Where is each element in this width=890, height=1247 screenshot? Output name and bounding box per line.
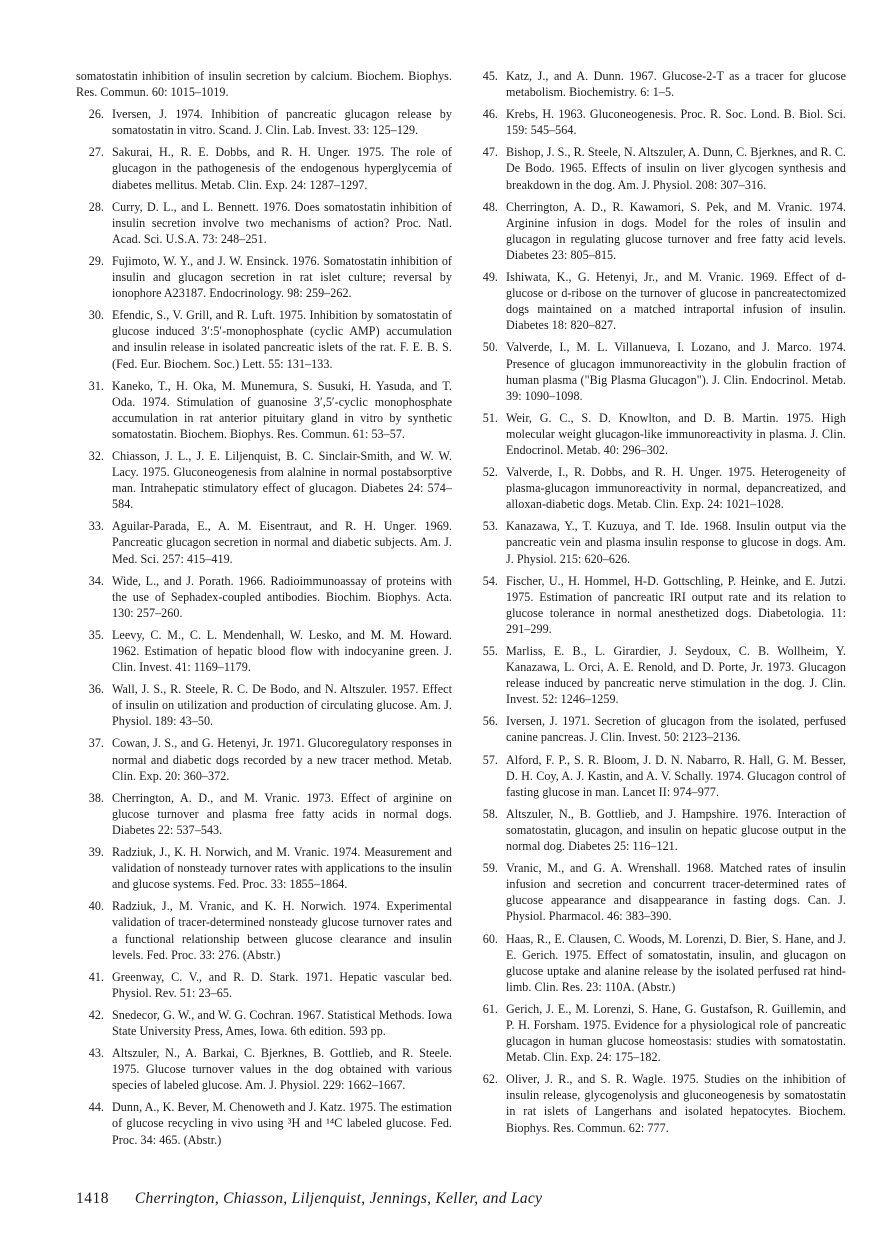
reference-number: 40 . — [76, 898, 104, 914]
reference-number: 55 . — [470, 643, 498, 659]
reference-number: 58 . — [470, 806, 498, 822]
reference-item — [470, 106, 846, 138]
reference-number: 43 . — [76, 1045, 104, 1061]
reference-item — [470, 199, 846, 263]
reference-number: 29 . — [76, 253, 104, 269]
reference-text: Cowan, J. S., and G. Hetenyi, Jr. 1971. Glucoregulatory responses in normal and diabetic dogs recorded by a new tracer method. Metab. Clin. Exp. 20: 360–372. — [112, 736, 452, 783]
reference-item — [76, 518, 452, 566]
reference-text: Iversen, J. 1971. Secretion of glucagon from the isolated, perfused canine pancreas. J. Clin. Invest. 50: 2123–2136. — [506, 714, 846, 745]
reference-item — [76, 790, 452, 838]
reference-number: 48 . — [470, 199, 498, 215]
reference-text: Marliss, E. B., L. Girardier, J. Seydoux, C. B. Wollheim, Y. Kanazawa, L. Orci, A. E. Renold, and D. Porte, Jr. 1973. Glucagon release induced by pancreatic nerve stimulation in the dog. J. Clin. Invest. 52: 1246–1259. — [506, 644, 846, 707]
reference-number: 54 . — [470, 573, 498, 589]
reference-number: 38 . — [76, 790, 104, 806]
reference-number: 41 . — [76, 969, 104, 985]
reference-item — [470, 860, 846, 924]
reference-number: 47 . — [470, 144, 498, 160]
reference-item — [76, 573, 452, 621]
reference-text: Kaneko, T., H. Oka, M. Munemura, S. Susuki, H. Yasuda, and T. Oda. 1974. Stimulation of guanosine 3′,5′-cyclic monophosphate accumulation in rat anterior pituitary gland in vitro by synthetic somatostatin. Biochem. Biophys. Res. Commun. 61: 53–57. — [112, 378, 452, 441]
reference-item — [470, 68, 846, 100]
reference-text: Bishop, J. S., R. Steele, N. Altszuler, A. Dunn, C. Bjerknes, and R. C. De Bodo. 1965. Effects of insulin on liver glycogen synthesis and breakdown in the dog. Am. J. Physiol. 208: 307–316. — [506, 145, 847, 192]
reference-item — [76, 898, 452, 962]
reference-number: 62 . — [470, 1071, 498, 1087]
reference-item — [76, 307, 452, 371]
reference-text: Curry, D. L., and L. Bennett. 1976. Does somatostatin inhibition of insulin secretion involve two mechanisms of action? Proc. Natl. Acad. Sci. U.S.A. 73: 248–251. — [112, 199, 452, 246]
reference-number: 27 . — [76, 144, 104, 160]
reference-number: 28 . — [76, 199, 104, 215]
references-left-column — [76, 68, 452, 1154]
reference-item — [76, 448, 452, 512]
reference-item — [76, 681, 452, 729]
reference-number: 36 . — [76, 681, 104, 697]
reference-number: 42 . — [76, 1007, 104, 1023]
reference-text: Wall, J. S., R. Steele, R. C. De Bodo, and N. Altszuler. 1957. Effect of insulin on utilization and production of circulating glucose. Am. J. Physiol. 189: 43–50. — [112, 682, 452, 729]
reference-number: 49 . — [470, 269, 498, 285]
reference-number: 37 . — [76, 735, 104, 751]
reference-item — [76, 144, 452, 192]
reference-text: Radziuk, J., M. Vranic, and K. H. Norwich. 1974. Experimental validation of tracer-determined nonsteady glucose turnover rates and a functional relationship between glucose clearance and insulin levels. Fed. Proc. 33: 276. (Abstr.) — [112, 899, 452, 962]
reference-text: Alford, F. P., S. R. Bloom, J. D. N. Nabarro, R. Hall, G. M. Besser, D. H. Coy, A. J. Kastin, and A. V. Schally. 1974. Glucagon control of fasting glucose in man. Lancet II: 974–977. — [506, 752, 846, 799]
reference-item — [470, 573, 846, 637]
reference-text: Weir, G. C., S. D. Knowlton, and D. B. Martin. 1975. High molecular weight glucagon-like immunoreactivity in plasma. J. Clin. Endocrinol. Metab. 40: 296–302. — [506, 410, 846, 457]
reference-text: somatostatin inhibition of insulin secretion by calcium. Biochem. Biophys. Res. Commun. 60: 1015–1019. — [76, 69, 452, 100]
reference-number: 61 . — [470, 1001, 498, 1017]
reference-text: Cherrington, A. D., and M. Vranic. 1973. Effect of arginine on glucose turnover and plasma free fatty acids in normal dogs. Diabetes 22: 537–543. — [112, 790, 452, 837]
reference-item — [76, 844, 452, 892]
reference-text: Sakurai, H., R. E. Dobbs, and R. H. Unger. 1975. The role of glucagon in the pathogenesis of the endogenous hyperglycemia of diabetes mellitus. Metab. Clin. Exp. 24: 1287–1297. — [112, 145, 452, 192]
reference-text: Ishiwata, K., G. Hetenyi, Jr., and M. Vranic. 1969. Effect of d-glucose or d-ribose on the turnover of glucose in pancreatectomized dogs maintained on a matched intraportal infusion of insulin. Diabetes 18: 820–827. — [506, 270, 846, 333]
reference-number: 39 . — [76, 844, 104, 860]
reference-number: 57 . — [470, 752, 498, 768]
reference-item — [470, 713, 846, 745]
reference-number: 56 . — [470, 713, 498, 729]
reference-item — [470, 1071, 846, 1135]
reference-text: Greenway, C. V., and R. D. Stark. 1971. Hepatic vascular bed. Physiol. Rev. 51: 23–65. — [112, 969, 452, 1000]
reference-item — [470, 1001, 846, 1065]
reference-item — [470, 931, 846, 995]
reference-item — [76, 253, 452, 301]
reference-item — [76, 1099, 452, 1147]
reference-text: Kanazawa, Y., T. Kuzuya, and T. Ide. 1968. Insulin output via the pancreatic vein and plasma insulin response to glucose in dogs. Am. J. Physiol. 215: 620–626. — [506, 519, 846, 566]
reference-item — [76, 627, 452, 675]
reference-item — [470, 410, 846, 458]
reference-number: 50 . — [470, 339, 498, 355]
reference-text: Aguilar-Parada, E., A. M. Eisentraut, and R. H. Unger. 1969. Pancreatic glucagon secretion in normal and diabetic subjects. Am. J. Med. Sci. 257: 415–419. — [112, 519, 452, 566]
reference-text: Altszuler, N., A. Barkai, C. Bjerknes, B. Gottlieb, and R. Steele. 1975. Glucose turnover values in the dog obtained with various species of labeled glucose. Am. J. Physiol. 229: 1662–1667. — [112, 1046, 452, 1093]
reference-text: Leevy, C. M., C. L. Mendenhall, W. Lesko, and M. M. Howard. 1962. Estimation of hepatic blood flow with indocyanine green. J. Clin. Invest. 41: 1169–1179. — [112, 627, 452, 675]
reference-text: Gerich, J. E., M. Lorenzi, S. Hane, G. Gustafson, R. Guillemin, and P. H. Forsham. 1975. Evidence for a physiological role of pancreatic glucagon in human glucose homeostasis: studies with somatostatin. Metab. Clin. Exp. 24: 175–182. — [506, 1001, 846, 1065]
reference-text: Dunn, A., K. Bever, M. Chenoweth and J. Katz. 1975. The estimation of glucose recycling in vivo using ³H and ¹⁴C labeled glucose. Fed. Proc. 34: 465. (Abstr.) — [112, 1100, 452, 1147]
page-number: 1418 — [76, 1190, 109, 1207]
reference-item — [470, 464, 846, 512]
reference-number: 53 . — [470, 518, 498, 534]
reference-text: Oliver, J. R., and S. R. Wagle. 1975. Studies on the inhibition of insulin release, glycogenolysis and gluconeogenesis by somatostatin in rat islets of Langerhans and isolated hepatocytes. Biochem. Biophys. Res. Commun. 62: 777. — [506, 1072, 846, 1135]
reference-item — [76, 378, 452, 442]
reference-item — [470, 269, 846, 333]
reference-text: Iversen, J. 1974. Inhibition of pancreatic glucagon release by somatostatin in vitro. Scand. J. Clin. Lab. Invest. 33: 125–129. — [112, 107, 452, 138]
reference-number: 52 . — [470, 464, 498, 480]
reference-text: Fischer, U., H. Hommel, H-D. Gottschling, P. Heinke, and E. Jutzi. 1975. Estimation of pancreatic IRI output rate and its relation to glucose tolerance in normal anesthetized dogs. Diabetologia. 11: 291–299. — [506, 573, 846, 636]
reference-item — [470, 518, 846, 566]
reference-item — [470, 806, 846, 854]
reference-text: Cherrington, A. D., R. Kawamori, S. Pek, and M. Vranic. 1974. Arginine infusion in dogs. Model for the roles of insulin and glucagon in regulating glucose turnover and free fatty acid levels. Diabetes 23: 805–815. — [506, 199, 846, 262]
reference-text: Katz, J., and A. Dunn. 1967. Glucose-2-T as a tracer for glucose metabolism. Biochemistry. 6: 1–5. — [506, 69, 846, 100]
reference-item — [76, 969, 452, 1001]
reference-number: 44 . — [76, 1099, 104, 1115]
reference-text: Chiasson, J. L., J. E. Liljenquist, B. C. Sinclair-Smith, and W. W. Lacy. 1975. Gluconeogenesis from alalnine in normal postabsorptive man. Intrahepatic stimulatory effect of glucagon. Diabetes 24: 574–584. — [112, 448, 452, 512]
reference-number: 35 . — [76, 627, 104, 643]
references-right-column — [470, 68, 846, 1142]
reference-item — [76, 1007, 452, 1039]
reference-item — [76, 106, 452, 138]
reference-number: 26 . — [76, 106, 104, 122]
reference-number: 46 . — [470, 106, 498, 122]
reference-number: 33 . — [76, 518, 104, 534]
reference-item — [470, 339, 846, 403]
reference-number: 31 . — [76, 378, 104, 394]
reference-number: 59 . — [470, 860, 498, 876]
reference-text: Radziuk, J., K. H. Norwich, and M. Vranic. 1974. Measurement and validation of nonsteady turnover rates with applications to the insulin and glucose systems. Fed. Proc. 33: 1855–1864. — [112, 845, 452, 892]
reference-item — [76, 735, 452, 783]
reference-item — [76, 1045, 452, 1093]
page-footer — [76, 1190, 836, 1208]
reference-item — [76, 68, 452, 100]
reference-number: 34 . — [76, 573, 104, 589]
reference-number: 32 . — [76, 448, 104, 464]
reference-text: Haas, R., E. Clausen, C. Woods, M. Lorenzi, D. Bier, S. Hane, and J. E. Gerich. 1975. Effect of somatostatin, insulin, and glucagon on glucose uptake and alanine release by the isolated perfused rat hind-limb. Clin. Res. 23: 110A. (Abstr.) — [506, 931, 846, 994]
reference-text: Snedecor, G. W., and W. G. Cochran. 1967. Statistical Methods. Iowa State University Press, Ames, Iowa. 6th edition. 593 pp. — [112, 1007, 452, 1038]
reference-item — [76, 199, 452, 247]
reference-item — [470, 752, 846, 800]
reference-number: 51 . — [470, 410, 498, 426]
reference-number: 30 . — [76, 307, 104, 323]
running-authors: Cherrington, Chiasson, Liljenquist, Jennings, Keller, and Lacy — [134, 1190, 543, 1207]
reference-text: Krebs, H. 1963. Gluconeogenesis. Proc. R. Soc. Lond. B. Biol. Sci. 159: 545–564. — [506, 107, 846, 138]
reference-number: 60 . — [470, 931, 498, 947]
reference-text: Valverde, I., M. L. Villanueva, I. Lozano, and J. Marco. 1974. Presence of glucagon immunoreactivity in the globulin fraction of human plasma ("Big Plasma Glucagon"). J. Clin. Endocrinol. Metab. 39: 1090–1098. — [506, 340, 846, 403]
reference-text: Wide, L., and J. Porath. 1966. Radioimmunoassay of proteins with the use of Sephadex-coupled antibodies. Biochim. Biophys. Acta. 130: 257–260. — [112, 573, 452, 620]
reference-text: Altszuler, N., B. Gottlieb, and J. Hampshire. 1976. Interaction of somatostatin, glucagon, and insulin on hepatic glucose output in the normal dog. Diabetes 25: 116–121. — [506, 806, 846, 854]
reference-number: 45 . — [470, 68, 498, 84]
reference-text: Fujimoto, W. Y., and J. W. Ensinck. 1976. Somatostatin inhibition of insulin and glucagon secretion in rat islet culture; reversal by ionophore A23187. Endocrinology. 98: 259–262. — [112, 253, 452, 301]
reference-item — [470, 144, 846, 192]
reference-text: Efendic, S., V. Grill, and R. Luft. 1975. Inhibition by somatostatin of glucose induced 3′:5′-monophosphate (cyclic AMP) accumulation and insulin release in isolated pancreatic islets of the rat. F. E. B. S. (Fed. Eur. Biochem. Soc.) Lett. 55: 131–133. — [112, 308, 452, 371]
reference-item — [470, 643, 846, 707]
reference-text: Vranic, M., and G. A. Wrenshall. 1968. Matched rates of insulin infusion and secretion and concurrent tracer-determined rates of glucose appearance and disappearance in fasting dogs. Can. J. Physiol. Pharmacol. 46: 383–390. — [506, 861, 846, 924]
reference-text: Valverde, I., R. Dobbs, and R. H. Unger. 1975. Heterogeneity of plasma-glucagon immunoreactivity in normal, depancreatized, and alloxan-diabetic dogs. Metab. Clin. Exp. 24: 1021–1028. — [506, 465, 846, 512]
